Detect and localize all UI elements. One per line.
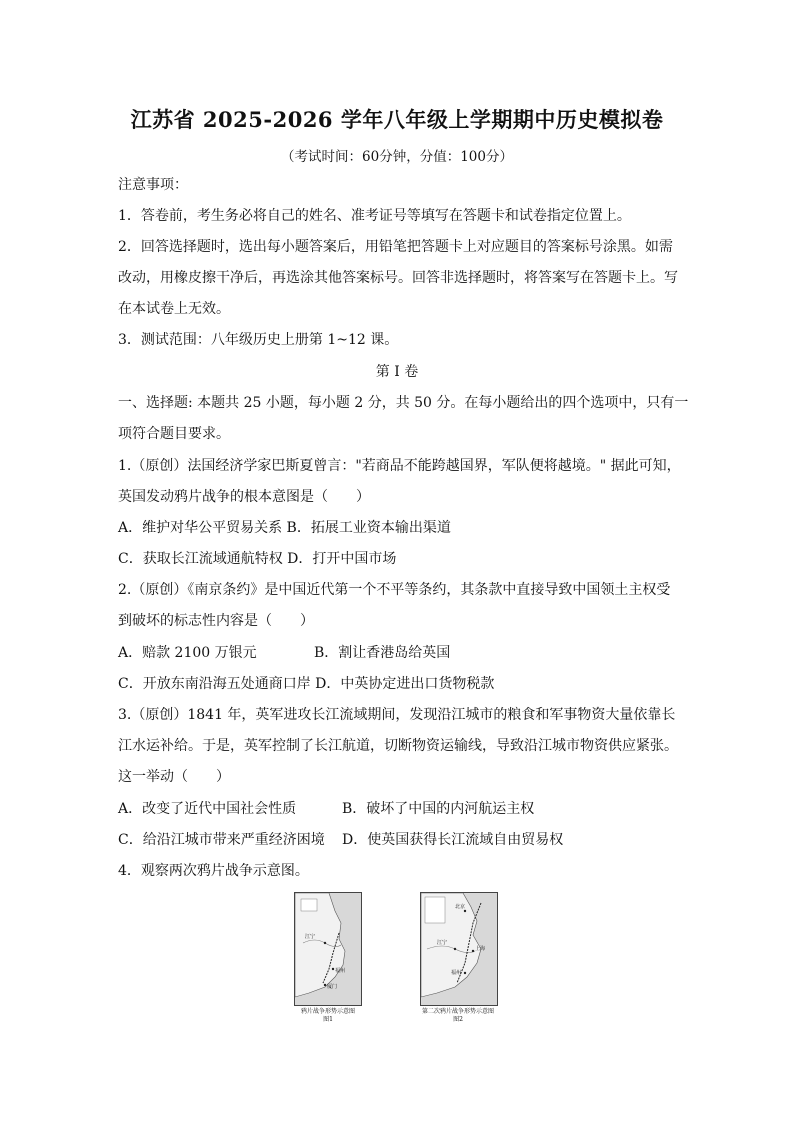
map-2-figure-label: 图2 bbox=[453, 1016, 463, 1023]
question-4-stem: 4．观察两次鸦片战争示意图。 bbox=[118, 863, 309, 879]
map-2-place-label: 北京 bbox=[455, 904, 466, 910]
map-2-caption bbox=[412, 1008, 504, 1024]
question-1-options: A．维护对华公平贸易关系 B．拓展工业资本输出渠道 bbox=[118, 520, 451, 536]
question-2-option-a: A．赔款 2100 万银元 bbox=[118, 645, 257, 661]
note-item: 3．测试范围：八年级历史上册第 1~12 课。 bbox=[118, 332, 399, 348]
opium-war-map-2 bbox=[420, 892, 498, 1006]
question-1-stem: 英国发动鸦片战争的根本意图是（ ） bbox=[118, 489, 370, 505]
note-item: 改动，用橡皮擦干净后，再选涂其他答案标号。回答非选择题时，将答案写在答题卡上。写 bbox=[118, 270, 678, 286]
question-3-stem: 江水运补给。于是，英军控制了长江航道，切断物资运输线，导致沿江城市物资供应紧张。 bbox=[118, 738, 678, 754]
note-item: 1．答卷前，考生务必将自己的姓名、准考证号等填写在答题卡和试卷指定位置上。 bbox=[118, 208, 631, 224]
question-2-options: C．开放东南沿海五处通商口岸 D．中英协定进出口货物税款 bbox=[118, 676, 495, 692]
question-3-option-d: D．使英国获得长江流域自由贸易权 bbox=[342, 832, 564, 848]
question-2-option-b: B．割让香港岛给英国 bbox=[314, 645, 451, 661]
exam-duration-score: （考试时间：60分钟，分值：100分） bbox=[281, 149, 513, 165]
section-intro: 一、选择题: 本题共 25 小题，每小题 2 分，共 50 分。在每小题给出的四个选项中，只有一 bbox=[118, 395, 689, 411]
question-2-stem: 到破坏的标志性内容是（ ） bbox=[118, 613, 314, 629]
page-title: 江苏省 2025-2026 学年八年级上学期期中历史模拟卷 bbox=[130, 107, 664, 132]
question-1-stem: 1.（原创）法国经济学家巴斯夏曾言："若商品不能跨越国界，军队便将越境。" 据此可知， bbox=[118, 458, 681, 474]
note-item: 在本试卷上无效。 bbox=[118, 301, 230, 317]
section-label: 第 I 卷 bbox=[375, 364, 419, 380]
question-3-option-a: A．改变了近代中国社会性质 bbox=[118, 801, 297, 817]
map-2-place-label: 江宁 bbox=[437, 940, 448, 946]
map-1-caption-text: 鸦片战争形势示意图 bbox=[300, 1008, 355, 1015]
question-3-stem: 3.（原创）1841 年，英军进攻长江流域期间，发现沿江城市的粮食和军事物资大量依靠长 bbox=[118, 707, 676, 723]
question-1-options: C．获取长江流域通航特权 D．打开中国市场 bbox=[118, 551, 397, 567]
section-intro: 项符合题目要求。 bbox=[118, 426, 230, 442]
map-1-caption bbox=[294, 1008, 362, 1024]
question-2-stem: 2.（原创）《南京条约》是中国近代第一个不平等条约，其条款中直接导致中国领土主权受 bbox=[118, 582, 671, 598]
map-2-place-label: 上海 bbox=[475, 946, 486, 952]
map-1-place-label: 厦门 bbox=[327, 984, 338, 990]
question-3-option-c: C．给沿江城市带来严重经济困境 bbox=[118, 832, 325, 848]
map-1-figure-label: 图1 bbox=[323, 1016, 333, 1023]
map-2-caption-text: 第二次鸦片战争形势示意图 bbox=[421, 1008, 494, 1015]
question-3-option-b: B．破坏了中国的内河航运主权 bbox=[342, 801, 535, 817]
map-2-place-label: 福州 bbox=[451, 970, 462, 976]
notes-heading: 注意事项： bbox=[118, 177, 188, 193]
map-1-place-label: 江宁 bbox=[305, 934, 316, 940]
opium-war-map-1 bbox=[294, 892, 362, 1006]
note-item: 2．回答选择题时，选出每小题答案后，用铅笔把答题卡上对应题目的答案标号涂黑。如需 bbox=[118, 239, 673, 255]
question-3-stem: 这一举动（ ） bbox=[118, 769, 230, 785]
map-1-place-label: 福州 bbox=[335, 968, 346, 974]
